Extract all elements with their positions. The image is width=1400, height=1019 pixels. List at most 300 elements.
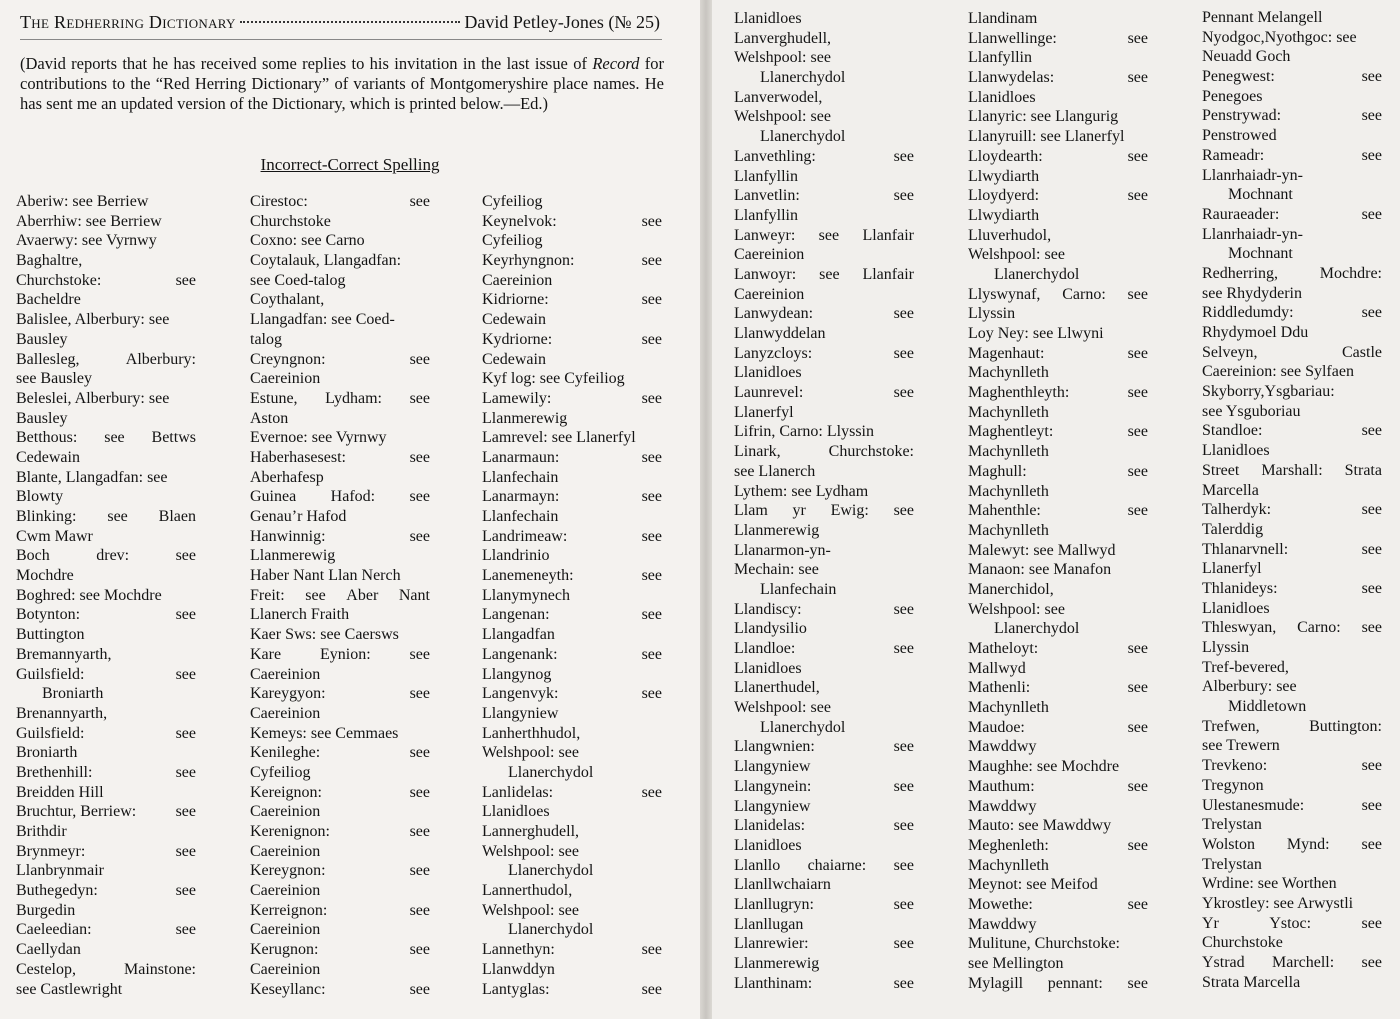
intro-paragraph xyxy=(20,54,664,113)
header-title: The Redherring Dictionary xyxy=(20,12,236,32)
dictionary-word: Mahenthle: xyxy=(968,502,1041,520)
dictionary-word: Keynelvok: xyxy=(482,212,557,230)
dictionary-word: Linark, xyxy=(734,443,781,461)
dictionary-line xyxy=(734,147,914,167)
dictionary-word: see xyxy=(893,738,914,756)
dictionary-line: Caereinion xyxy=(250,803,321,821)
dictionary-word: Llangwnien: xyxy=(734,738,815,756)
dictionary-word: Llanllugryn: xyxy=(734,895,814,913)
dictionary-line: Llanerchydol xyxy=(994,265,1080,283)
dictionary-word: Botynton: xyxy=(16,606,81,624)
dictionary-line: Cwm Mawr xyxy=(16,527,93,545)
dictionary-line: Llanidloes xyxy=(734,659,802,677)
dictionary-word: Landrimeaw: xyxy=(482,527,568,545)
dictionary-line xyxy=(250,645,430,665)
dictionary-line xyxy=(250,487,430,507)
dictionary-line xyxy=(968,895,1148,915)
dictionary-word: see xyxy=(641,783,662,801)
dictionary-word: Mathenli: xyxy=(968,679,1031,697)
dictionary-word: Boch xyxy=(16,547,50,565)
dictionary-word: see xyxy=(175,606,196,624)
dictionary-word: Lannethyn: xyxy=(482,941,555,959)
dictionary-word: see xyxy=(893,147,914,165)
dictionary-line: Welshpool: see xyxy=(968,246,1065,264)
dictionary-word: Maudoe: xyxy=(968,718,1025,736)
dictionary-line: Lannerghudell, xyxy=(482,823,580,840)
dictionary-line: Caereinion xyxy=(250,370,321,388)
dictionary-word: Ulestanesmude: xyxy=(1202,796,1305,814)
dictionary-word: Launrevel: xyxy=(734,384,804,402)
dictionary-word: Carno: xyxy=(1062,285,1106,303)
dictionary-line xyxy=(482,487,662,507)
dictionary-line xyxy=(734,186,914,206)
dictionary-line: Lluverhudol, xyxy=(968,226,1052,244)
dictionary-line: Cedewain xyxy=(482,350,546,368)
dictionary-line: see Ysguboriau xyxy=(1202,402,1301,420)
dictionary-word: Yr xyxy=(1202,914,1219,932)
dictionary-line: Llandrinio xyxy=(482,547,550,565)
dictionary-word: see xyxy=(1127,679,1148,697)
dictionary-line xyxy=(734,344,914,364)
dictionary-line xyxy=(16,842,196,862)
dictionary-line xyxy=(1202,421,1382,441)
dictionary-word: see xyxy=(893,856,914,874)
dictionary-line: Neuadd Goch xyxy=(1202,48,1291,66)
dictionary-word: Creyngnon: xyxy=(250,350,326,368)
dictionary-line: see Mellington xyxy=(968,955,1064,972)
dictionary-line xyxy=(482,980,662,1000)
dictionary-line: Llanidloes xyxy=(734,836,802,854)
dictionary-word: see xyxy=(641,685,662,703)
dictionary-line: Machynlleth xyxy=(968,364,1049,382)
dictionary-word: Kenileghe: xyxy=(250,744,321,762)
dictionary-line xyxy=(968,344,1148,364)
dictionary-line: Kyf log: see Cyfeiliog xyxy=(482,370,625,388)
dictionary-line: Llanfechain xyxy=(482,468,559,486)
dictionary-word: Lanweyr: xyxy=(734,226,796,244)
dictionary-line: Kaer Sws: see Caersws xyxy=(250,626,399,644)
dictionary-word: see xyxy=(1127,423,1148,441)
dictionary-line: Genau’r Hafod xyxy=(250,508,347,525)
dictionary-word: see xyxy=(893,502,914,520)
dictionary-line xyxy=(1202,106,1382,126)
dictionary-word: Guinea xyxy=(250,488,297,506)
dictionary-column-1 xyxy=(16,192,196,999)
dictionary-word: Mauthum: xyxy=(968,777,1035,795)
dictionary-line xyxy=(1202,717,1382,737)
dictionary-word: see xyxy=(641,488,662,506)
dictionary-word: see xyxy=(409,193,430,210)
dictionary-word: Churchstoke: xyxy=(16,271,102,289)
dictionary-word: see xyxy=(641,252,662,270)
dictionary-word: Hanwinnig: xyxy=(250,527,326,545)
dictionary-line: Llandinam xyxy=(968,10,1038,27)
dictionary-line: Llanidloes xyxy=(482,803,550,821)
dictionary-word: Ballesleg, xyxy=(16,350,80,368)
dictionary-word: Buttington: xyxy=(1309,717,1382,735)
dictionary-line: Machynlleth xyxy=(968,482,1049,500)
dictionary-line: Blowty xyxy=(16,488,64,506)
dictionary-word: see xyxy=(818,226,840,244)
dictionary-line: Caereinion: see Sylfaen xyxy=(1202,363,1354,381)
dictionary-line: Llanmerewig xyxy=(482,409,568,427)
dictionary-word: Riddledumdy: xyxy=(1202,304,1294,322)
dictionary-line: Bremannyarth, xyxy=(16,645,112,663)
dictionary-line: Llwydiarth xyxy=(968,167,1040,185)
dictionary-line: Llandysilio xyxy=(734,620,807,638)
dictionary-line xyxy=(968,777,1148,797)
dictionary-word: Trefwen, xyxy=(1202,717,1260,735)
dictionary-line: Bausley xyxy=(16,330,68,348)
dictionary-word: see xyxy=(175,842,196,860)
dictionary-line: Trelystan xyxy=(1202,855,1262,873)
dictionary-word: Llanfair xyxy=(862,226,914,244)
dictionary-line: Llanllugan xyxy=(734,915,804,933)
dictionary-line xyxy=(734,383,914,403)
dictionary-word: Mainstone: xyxy=(124,960,196,978)
dictionary-word: Lamewily: xyxy=(482,389,552,407)
dictionary-line: Trelystan xyxy=(1202,816,1262,834)
dictionary-line: Meynot: see Meifod xyxy=(968,876,1098,894)
dictionary-word: Maghentleyt: xyxy=(968,423,1054,441)
dictionary-line xyxy=(250,684,430,704)
dictionary-line: Kemeys: see Cemmaes xyxy=(250,724,399,742)
dictionary-line: Llanidloes xyxy=(734,364,802,382)
dictionary-line: Loy Ney: see Llwyni xyxy=(968,325,1104,342)
dictionary-line: Coytalauk, Llangadfan: xyxy=(250,252,402,270)
dictionary-word: Bettws xyxy=(151,429,196,447)
dictionary-line: Caereinion xyxy=(250,921,321,939)
dictionary-word: see xyxy=(893,817,914,835)
dictionary-word: Kerenignon: xyxy=(250,823,330,840)
dictionary-line: Llanerthudel, xyxy=(734,679,820,697)
dictionary-line: Evernoe: see Vyrnwy xyxy=(250,429,387,447)
header-author: David Petley-Jones (№ 25) xyxy=(464,12,660,32)
dictionary-line: Llanerchydol xyxy=(760,128,846,146)
dictionary-word: Cestelop, xyxy=(16,960,76,978)
dictionary-line xyxy=(482,448,662,468)
dictionary-line: Churchstoke xyxy=(1202,934,1283,952)
dictionary-word: Mochdre: xyxy=(1319,264,1382,282)
dictionary-line xyxy=(482,389,662,409)
dictionary-line xyxy=(734,639,914,659)
dictionary-column-3 xyxy=(482,192,662,999)
dictionary-word: Cirestoc: xyxy=(250,193,308,210)
dictionary-line xyxy=(968,383,1148,403)
dictionary-word: see xyxy=(409,645,430,663)
dictionary-word: Guilsfield: xyxy=(16,665,85,683)
dictionary-line xyxy=(1202,914,1382,934)
dictionary-line xyxy=(16,763,196,783)
dictionary-line xyxy=(250,980,430,1000)
dictionary-word: Rameadr: xyxy=(1202,146,1265,164)
dictionary-word: Caeleedian: xyxy=(16,921,92,939)
dictionary-word: Penegwest: xyxy=(1202,68,1275,86)
dictionary-line: Llanidloes xyxy=(1202,599,1270,617)
dictionary-word: see xyxy=(1361,757,1382,775)
dictionary-line: Buttington xyxy=(16,626,85,644)
dictionary-word: see xyxy=(641,330,662,348)
dictionary-line: Caereinion xyxy=(734,246,805,264)
dictionary-line: Machynlleth xyxy=(968,699,1049,717)
dictionary-line xyxy=(734,501,914,521)
dictionary-line xyxy=(482,605,662,625)
dictionary-line: Rhydymoel Ddu xyxy=(1202,324,1309,341)
dictionary-line: Cyfeiliog xyxy=(482,232,543,250)
dictionary-word: see xyxy=(1361,501,1382,519)
dictionary-word: see xyxy=(1127,640,1148,657)
dictionary-line: Llanerchydol xyxy=(760,718,846,736)
dictionary-line xyxy=(482,251,662,271)
dictionary-line xyxy=(1202,618,1382,638)
dictionary-line xyxy=(16,350,196,370)
dictionary-word: see xyxy=(1361,579,1382,597)
intro-italic: Record xyxy=(592,54,640,73)
dictionary-line: Llanbrynmair xyxy=(16,862,104,880)
dictionary-word: Langenvyk: xyxy=(482,685,559,703)
dictionary-line: Llanfechain xyxy=(482,508,559,525)
dictionary-line: Welshpool: see xyxy=(482,901,579,919)
dictionary-word: see xyxy=(1361,540,1382,558)
dictionary-line: see Bausley xyxy=(16,370,92,388)
dictionary-line xyxy=(1202,835,1382,855)
section-subheading: Incorrect-Correct Spelling xyxy=(260,155,440,174)
dictionary-line: Llyssin xyxy=(1202,639,1250,656)
dictionary-line: Maughhe: see Mochdre xyxy=(968,758,1120,776)
dictionary-line: Broniarth xyxy=(16,744,78,762)
dictionary-word: Blaen xyxy=(158,508,196,525)
dictionary-word: Lantyglas: xyxy=(482,980,550,998)
dictionary-word: see xyxy=(1127,718,1148,736)
dictionary-word: see xyxy=(409,941,430,959)
dictionary-line xyxy=(16,724,196,744)
dictionary-line xyxy=(482,684,662,704)
dictionary-word: Kerreignon: xyxy=(250,901,328,919)
dictionary-word: Alberbury: xyxy=(125,350,196,368)
dictionary-line xyxy=(482,783,662,803)
dictionary-line: Llanfyllin xyxy=(968,49,1032,67)
dictionary-line: Mulitune, Churchstoke: xyxy=(968,935,1120,953)
dictionary-line: Welshpool: see xyxy=(482,842,579,860)
dictionary-line xyxy=(968,285,1148,305)
dictionary-word: see xyxy=(893,974,914,992)
dictionary-word: Keseyllanc: xyxy=(250,980,326,998)
dictionary-line: Skyborry,Ysgbariau: xyxy=(1202,383,1335,401)
dictionary-word: Lanwoyr: xyxy=(734,265,797,283)
dictionary-line: Aberrhiw: see Berriew xyxy=(16,212,162,230)
dictionary-line: Llangynog xyxy=(482,665,552,683)
dictionary-word: Blinking: xyxy=(16,508,77,525)
dictionary-word: see xyxy=(1361,422,1382,440)
dictionary-line: Lannerthudol, xyxy=(482,882,573,900)
book-gutter xyxy=(700,0,712,1019)
dictionary-line xyxy=(250,940,430,960)
dictionary-line: Tregynon xyxy=(1202,776,1264,794)
dictionary-column-2 xyxy=(250,192,430,999)
dictionary-word: see xyxy=(893,187,914,205)
dictionary-word: see xyxy=(1127,777,1148,795)
dictionary-line: Llanerchydol xyxy=(508,921,594,939)
dictionary-word: Kydriorne: xyxy=(482,330,553,348)
dictionary-line xyxy=(734,737,914,757)
dictionary-line xyxy=(1202,264,1382,284)
dictionary-line: Llanyric: see Llangurig xyxy=(968,108,1119,126)
dictionary-line: Caereinion xyxy=(482,271,553,289)
dictionary-word: see xyxy=(893,935,914,953)
dictionary-line: see Rhydyderin xyxy=(1202,284,1302,302)
dictionary-word: Lanarmaun: xyxy=(482,448,560,466)
dictionary-line: Llangyniew xyxy=(734,758,811,776)
dictionary-word: Churchstoke: xyxy=(828,443,914,461)
dictionary-line xyxy=(250,783,430,803)
dictionary-line: Breidden Hill xyxy=(16,783,104,801)
dictionary-line: Llanmerewig xyxy=(734,521,820,539)
dictionary-line: Llanerch Fraith xyxy=(250,606,350,624)
dictionary-word: see xyxy=(1127,147,1148,165)
dictionary-word: see xyxy=(1127,69,1148,87)
dictionary-word: see xyxy=(641,527,662,545)
dictionary-word: Lloydearth: xyxy=(968,147,1043,165)
dictionary-line xyxy=(734,856,914,876)
dictionary-line: Cedewain xyxy=(482,311,546,329)
dictionary-line: Aston xyxy=(250,409,289,427)
dictionary-word: see xyxy=(175,724,196,742)
dictionary-line: Haber Nant Llan Nerch xyxy=(250,567,401,585)
dictionary-line: Llanwddyn xyxy=(482,960,555,978)
dictionary-line xyxy=(734,442,914,462)
dictionary-line: Caereinion xyxy=(250,704,321,722)
dictionary-line: Mochdre xyxy=(16,567,74,585)
dictionary-line: Llanyruill: see Llanerfyl xyxy=(968,128,1125,146)
dictionary-word: Kerugnon: xyxy=(250,941,319,959)
dictionary-word: Llam xyxy=(734,502,768,520)
dictionary-word: Kareygyon: xyxy=(250,685,326,703)
dictionary-line: Welshpool: see xyxy=(968,600,1065,618)
dictionary-word: see xyxy=(1127,285,1148,303)
dictionary-word: see xyxy=(409,901,430,919)
dictionary-line: Marcella xyxy=(1202,481,1259,499)
dictionary-line xyxy=(734,304,914,324)
dictionary-word: see xyxy=(641,448,662,466)
dictionary-word: Marshall: xyxy=(1261,461,1323,479)
dictionary-word: Llandiscy: xyxy=(734,600,802,618)
dictionary-word: see xyxy=(1361,619,1382,637)
dictionary-word: Nant xyxy=(398,586,430,604)
dictionary-line xyxy=(968,974,1148,994)
dictionary-word: see xyxy=(175,271,196,289)
dictionary-word: see xyxy=(893,305,914,323)
dictionary-line: Broniarth xyxy=(42,685,104,703)
dictionary-word: Lanarmayn: xyxy=(482,488,560,506)
dictionary-word: Langenan: xyxy=(482,606,550,624)
dictionary-word: Llanidelas: xyxy=(734,817,806,835)
dictionary-word: see xyxy=(305,586,326,604)
dictionary-line xyxy=(968,718,1148,738)
dictionary-line: Blante, Llangadfan: see xyxy=(16,468,168,486)
dictionary-line: Llanidloes xyxy=(1202,442,1270,460)
dictionary-word: Wolston xyxy=(1202,835,1255,853)
dictionary-word: Penstrywad: xyxy=(1202,107,1282,125)
dictionary-word: Llanfair xyxy=(862,265,914,283)
dictionary-line: see Castlewright xyxy=(16,980,123,998)
dictionary-line: Nyodgoc,Nyothgoc: see xyxy=(1202,28,1357,46)
dictionary-line: Llanfyllin xyxy=(734,167,798,185)
dictionary-line xyxy=(16,960,196,980)
dictionary-line xyxy=(734,777,914,797)
dictionary-word: see xyxy=(1127,29,1148,47)
dictionary-line: Llanerfyl xyxy=(734,403,794,421)
dictionary-word: Bruchtur, Berriew: xyxy=(16,803,137,821)
dictionary-word: Llandloe: xyxy=(734,640,796,657)
dictionary-word: see xyxy=(893,895,914,913)
dictionary-word: Meghenleth: xyxy=(968,836,1049,854)
dictionary-word: Ystrad xyxy=(1202,954,1245,971)
dictionary-line xyxy=(250,192,430,212)
dictionary-line: Llanarmon-yn- xyxy=(734,541,831,559)
dictionary-line: Welshpool: see xyxy=(482,744,579,762)
dictionary-line: Alberbury: see xyxy=(1202,678,1297,696)
dictionary-word: see xyxy=(1127,974,1148,992)
dictionary-line: Coxno: see Carno xyxy=(250,232,365,250)
dictionary-word: see xyxy=(409,350,430,368)
dictionary-line: Llanllwchaiarn xyxy=(734,876,831,894)
dictionary-line: talog xyxy=(250,330,282,348)
dictionary-word: see xyxy=(409,685,430,703)
dictionary-word: Mynd: xyxy=(1286,835,1330,853)
dictionary-word: see xyxy=(409,862,430,880)
dictionary-word: Maghenthleyth: xyxy=(968,384,1070,402)
dictionary-line: Talerddig xyxy=(1202,520,1264,538)
dictionary-word: Ewig: xyxy=(830,502,869,520)
dictionary-line xyxy=(734,265,914,285)
dictionary-line: Mochnant xyxy=(1228,245,1293,263)
dictionary-line xyxy=(250,822,430,842)
dictionary-word: see xyxy=(819,265,840,283)
dictionary-line xyxy=(250,743,430,763)
dictionary-line xyxy=(968,68,1148,88)
dictionary-word: chaiarne: xyxy=(807,856,867,874)
dictionary-line xyxy=(734,816,914,836)
header-rule xyxy=(20,39,662,40)
dictionary-word: Mowethe: xyxy=(968,895,1033,913)
dictionary-line: Boghred: see Mochdre xyxy=(16,586,162,604)
dictionary-line: Cedewain xyxy=(16,448,80,466)
dictionary-line: Mawddwy xyxy=(968,915,1037,933)
dictionary-line xyxy=(968,501,1148,521)
dictionary-line: Brenannyarth, xyxy=(16,704,108,722)
dictionary-line: Avaerwy: see Vyrnwy xyxy=(16,232,157,250)
dictionary-word: Maghull: xyxy=(968,462,1027,480)
dictionary-word: Freit: xyxy=(250,586,285,604)
dictionary-word: Carno: xyxy=(1297,619,1341,637)
dictionary-line: Pennant Melangell xyxy=(1202,9,1323,26)
dictionary-word: Marchell: xyxy=(1272,954,1335,971)
dictionary-word: Redherring, xyxy=(1202,264,1278,282)
dictionary-line: Machynlleth xyxy=(968,443,1049,461)
dictionary-line: Llanwyddelan xyxy=(734,325,826,342)
dictionary-line xyxy=(16,546,196,566)
dictionary-line xyxy=(1202,796,1382,816)
dictionary-line: Middletown xyxy=(1228,698,1307,716)
dictionary-line xyxy=(1202,343,1382,363)
dictionary-line: Ykrostley: see Arwystli xyxy=(1202,894,1354,912)
dictionary-line: Llanrhaiadr-yn- xyxy=(1202,166,1303,184)
dictionary-line: Welshpool: see xyxy=(734,49,831,67)
dictionary-word: see xyxy=(409,448,430,466)
dictionary-word: Rauraeader: xyxy=(1202,205,1280,223)
dictionary-line: Llanymynech xyxy=(482,586,570,604)
dictionary-word: Thlanarvnell: xyxy=(1202,540,1289,558)
